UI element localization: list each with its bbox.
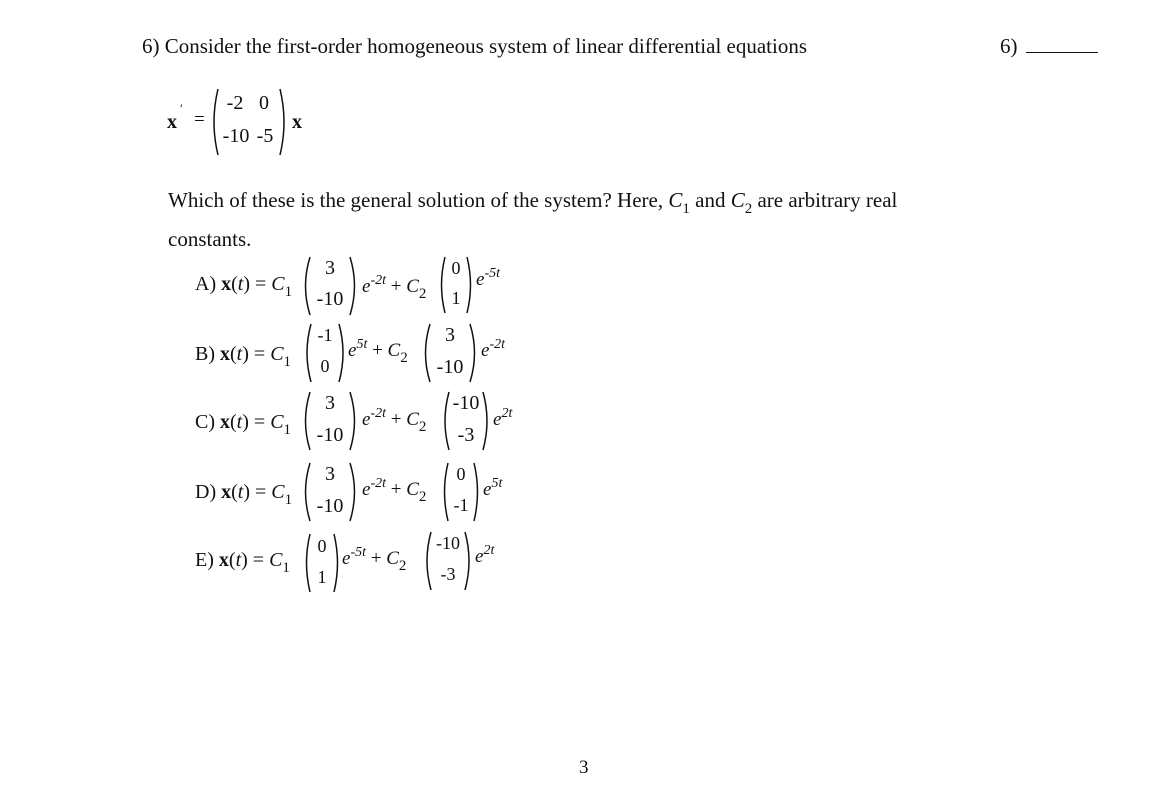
option-a-vector-1 — [300, 255, 360, 317]
option-letter: C) — [195, 411, 215, 433]
vector-entry-bottom: -10 — [316, 288, 344, 310]
option-letter: A) — [195, 273, 217, 295]
answer-slot — [1000, 34, 1098, 59]
vector-entry-top: 3 — [325, 257, 335, 279]
system-matrix-a12: 0 — [259, 92, 269, 114]
vector-entry-bottom: -3 — [457, 424, 475, 446]
vector-entry-top: 3 — [445, 324, 455, 346]
prompt-part1: Which of these is the general solution of the system? Here, — [168, 188, 664, 212]
answer-blank[interactable] — [1026, 51, 1098, 53]
vector-entry-bottom: 1 — [451, 288, 461, 308]
option-b-lhs: B) $x(t) = C_1$ — [195, 343, 292, 370]
vector-entry-top: 0 — [317, 536, 327, 556]
option-a-term-1-exp: $e^{-2t} + C_2$ — [362, 273, 427, 302]
option-c-vector-1 — [300, 390, 360, 452]
page-number: 3 — [579, 757, 589, 778]
prompt-part2: are arbitrary real — [757, 188, 898, 212]
option-b-term-2-exp: $e^{-2t}$ — [481, 337, 505, 361]
vector-entry-bottom: -10 — [316, 495, 344, 517]
option-e-lhs: E) $x(t) = C_1$ — [195, 549, 290, 576]
system-matrix-a22: -5 — [256, 125, 274, 147]
vector-entry-bottom: 1 — [317, 567, 327, 587]
system-lhs-x: x — [167, 111, 177, 133]
option-b-term-1-exp: $e^{5t} + C_2$ — [348, 337, 408, 366]
prompt-and: and — [695, 188, 726, 212]
system-rhs-x: x — [292, 111, 302, 133]
option-e-term-1-exp: $e^{-5t} + C_2$ — [342, 545, 407, 574]
option-e-vector-2 — [422, 530, 474, 592]
vector-entry-bottom: -10 — [436, 356, 464, 378]
vector-entry-top: 3 — [325, 463, 335, 485]
option-letter: B) — [195, 343, 215, 365]
option-d-vector-1 — [300, 461, 360, 523]
vector-entry-top: 0 — [451, 258, 461, 278]
option-d-vector-2 — [440, 461, 482, 523]
option-e-term-2-exp: $e^{2t}$ — [475, 543, 495, 567]
option-b-vector-2 — [420, 322, 480, 384]
prompt-c2: C — [730, 188, 745, 212]
vector-entry-bottom: 0 — [320, 356, 330, 376]
option-c-vector-2 — [440, 390, 492, 452]
option-d-term-1-exp: $e^{-2t} + C_2$ — [362, 476, 427, 505]
option-letter: D) — [195, 481, 217, 503]
prompt-line2: constants. — [168, 227, 252, 251]
system-matrix-a21: -10 — [222, 125, 250, 147]
option-a-term-2-exp: $e^{-5t}$ — [476, 266, 500, 290]
question-prompt — [168, 188, 898, 217]
option-b-vector-1 — [302, 322, 348, 384]
question-number: 6) — [142, 34, 160, 58]
question-stem: Consider the first-order homogeneous system of linear differential equations — [164, 34, 808, 58]
prompt-c2-sub: 2 — [744, 201, 753, 217]
option-d-term-2-exp: $e^{5t}$ — [483, 476, 503, 500]
system-matrix — [208, 86, 290, 158]
option-d-lhs: D) $x(t) = C_1$ — [195, 481, 293, 508]
vector-entry-top: 3 — [325, 392, 335, 414]
answer-number: 6) — [1000, 34, 1018, 58]
option-c-term-2-exp: $e^{2t}$ — [493, 406, 513, 430]
vector-entry-top: -10 — [452, 392, 480, 414]
option-c-term-1-exp: $e^{-2t} + C_2$ — [362, 406, 427, 435]
vector-entry-bottom: -10 — [316, 424, 344, 446]
system-prime: ′ — [180, 101, 183, 116]
option-c-lhs: C) $x(t) = C_1$ — [195, 411, 292, 438]
vector-entry-top: -1 — [317, 325, 333, 345]
vector-entry-top: -10 — [436, 533, 460, 553]
system-matrix-a11: -2 — [226, 92, 244, 114]
option-a-vector-2 — [437, 255, 475, 315]
option-e-vector-1 — [302, 532, 342, 594]
option-letter: E) — [195, 549, 214, 571]
prompt-c1: C — [668, 188, 683, 212]
prompt-c1-sub: 1 — [682, 201, 690, 217]
vector-entry-top: 0 — [456, 464, 466, 484]
question-header — [142, 34, 807, 59]
system-equals: = — [194, 109, 205, 130]
vector-entry-bottom: -3 — [440, 564, 456, 584]
vector-entry-bottom: -1 — [453, 495, 469, 515]
option-a-lhs: A) $x(t) = C_1$ — [195, 273, 293, 300]
